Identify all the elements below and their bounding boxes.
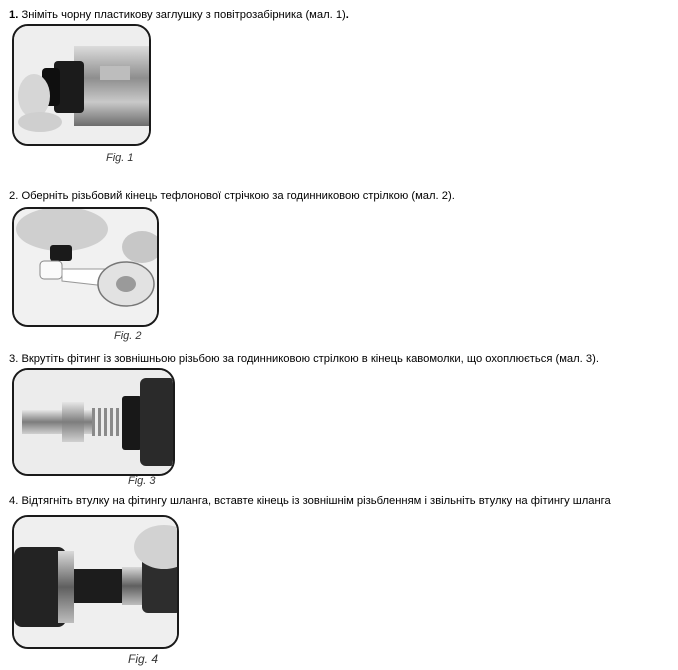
step-1-number: 1. — [9, 9, 19, 21]
figure-4-illustration — [14, 517, 177, 647]
step-1-body: Зніміть чорну пластикову заглушку з повітрозабірника (мал. 1) — [18, 9, 346, 21]
figure-4-photo — [12, 515, 179, 649]
step-1-suffix: . — [345, 9, 349, 21]
figure-3-photo — [12, 368, 175, 476]
step-1-text — [9, 8, 349, 22]
figure-2-photo — [12, 207, 159, 327]
figure-4-caption: Fig. 4 — [128, 652, 159, 666]
figure-3-caption: Fig. 3 — [128, 475, 156, 487]
figure-3-illustration — [14, 370, 173, 474]
figure-2-illustration — [14, 209, 157, 325]
figure-1-photo — [12, 24, 151, 146]
step-2-text: 2. Оберніть різьбовий кінець тефлонової стрічкою за годинниковою стрілкою (мал. 2). — [9, 190, 455, 202]
figure-1-illustration — [14, 26, 149, 144]
step-4-text: 4. Відтягніть втулку на фітингу шланга, вставте кінець із зовнішнім різьбленням і звільніть втулку на фітингу шланга — [9, 495, 611, 507]
figure-1-caption: Fig. 1 — [106, 152, 134, 164]
figure-2-caption: Fig. 2 — [114, 330, 142, 342]
step-3-text: 3. Вкрутіть фітинг із зовнішньою різьбою за годинниковою стрілкою в кінець кавомолки, що охоплюється (мал. 3). — [9, 353, 599, 365]
